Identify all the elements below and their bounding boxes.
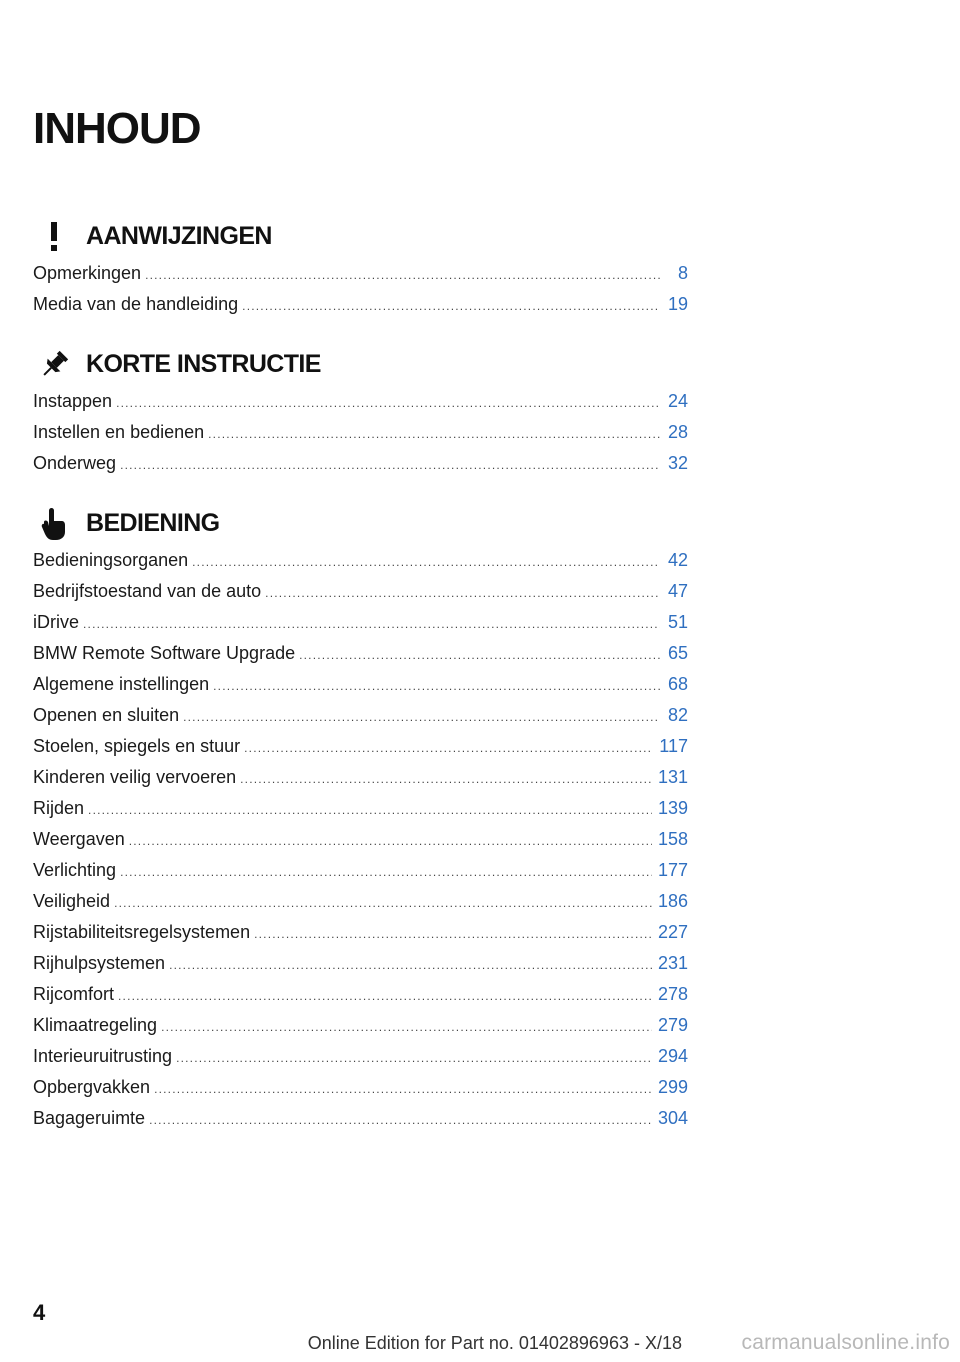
toc-page-link[interactable]: 279 xyxy=(657,1015,688,1035)
toc-entry-label: Opmerkingen xyxy=(33,263,142,283)
dot-leader xyxy=(208,419,660,450)
toc-page-link[interactable]: 186 xyxy=(657,891,688,911)
section-korte-instructie xyxy=(33,346,688,479)
toc-entry-label: Kinderen veilig vervoeren xyxy=(33,767,237,787)
toc-entry-label: Openen en sluiten xyxy=(33,705,180,725)
toc-page-link[interactable]: 177 xyxy=(657,860,688,880)
footer-edition-text: Online Edition for Part no. 01402896963 - X/18 xyxy=(307,1333,682,1353)
toc-entry-opmerkingen[interactable] xyxy=(33,258,688,289)
dot-leader xyxy=(183,702,660,733)
toc-list xyxy=(33,545,688,1134)
toc-list xyxy=(33,258,688,320)
dot-leader xyxy=(88,795,652,826)
page-title: INHOUD xyxy=(33,104,201,153)
toc-page-link[interactable]: 227 xyxy=(657,922,688,942)
dot-leader xyxy=(154,1074,652,1105)
toc-entry-label: Algemene instellingen xyxy=(33,674,210,694)
section-title: BEDIENING xyxy=(86,509,220,537)
toc-entry-label: Rijcomfort xyxy=(33,984,115,1004)
toc-page-link[interactable]: 82 xyxy=(667,705,688,725)
toc-entry-klimaatregeling[interactable] xyxy=(33,1010,688,1041)
section-title: AANWIJZINGEN xyxy=(86,222,272,250)
toc-page-link[interactable]: 68 xyxy=(667,674,688,694)
exclamation-icon xyxy=(36,220,72,254)
section-header xyxy=(33,505,688,545)
dot-leader xyxy=(299,640,660,671)
pushpin-icon xyxy=(36,348,72,382)
dot-leader xyxy=(161,1012,652,1043)
toc-entry-label: iDrive xyxy=(33,612,80,632)
toc-entry-opbergvakken[interactable] xyxy=(33,1072,688,1103)
toc-page-link[interactable]: 299 xyxy=(657,1077,688,1097)
toc-page-link[interactable]: 139 xyxy=(657,798,688,818)
toc-entry-label: Rijhulpsystemen xyxy=(33,953,166,973)
toc-page-link[interactable]: 19 xyxy=(667,294,688,314)
toc-page-link[interactable]: 278 xyxy=(657,984,688,1004)
dot-leader xyxy=(192,547,660,578)
toc-entry-algemene-instellingen[interactable] xyxy=(33,669,688,700)
toc-entry-interieuruitrusting[interactable] xyxy=(33,1041,688,1072)
toc-entry-onderweg[interactable] xyxy=(33,448,688,479)
toc-entry-label: Interieuruitrusting xyxy=(33,1046,173,1066)
toc-entry-bmw-remote-software-upgrade[interactable] xyxy=(33,638,688,669)
toc-page-link[interactable]: 24 xyxy=(667,391,688,411)
toc-page-link[interactable]: 42 xyxy=(667,550,688,570)
dot-leader xyxy=(116,388,660,419)
toc-entry-bagageruimte[interactable] xyxy=(33,1103,688,1134)
watermark: carmanualsonline.info xyxy=(741,1331,950,1354)
dot-leader xyxy=(176,1043,652,1074)
toc-entry-label: Veiligheid xyxy=(33,891,111,911)
toc-entry-verlichting[interactable] xyxy=(33,855,688,886)
toc-page-link[interactable]: 28 xyxy=(667,422,688,442)
toc-entry-label: Verlichting xyxy=(33,860,117,880)
dot-leader xyxy=(120,450,660,481)
dot-leader xyxy=(118,981,652,1012)
toc-page-link[interactable]: 294 xyxy=(657,1046,688,1066)
toc-page-link[interactable]: 131 xyxy=(657,767,688,787)
toc-page-link[interactable]: 47 xyxy=(667,581,688,601)
dot-leader xyxy=(244,733,653,764)
toc-entry-label: BMW Remote Software Upgrade xyxy=(33,643,296,663)
toc-page-link[interactable]: 231 xyxy=(657,953,688,973)
toc-page-link[interactable]: 304 xyxy=(657,1108,688,1128)
section-title: KORTE INSTRUCTIE xyxy=(86,350,321,378)
toc-entry-instellen-en-bedienen[interactable] xyxy=(33,417,688,448)
toc-entry-rijden[interactable] xyxy=(33,793,688,824)
section-aanwijzingen xyxy=(33,218,688,320)
toc-list xyxy=(33,386,688,479)
toc-page-link[interactable]: 51 xyxy=(667,612,688,632)
dot-leader xyxy=(265,578,660,609)
toc-entry-label: Bedrijfstoestand van de auto xyxy=(33,581,262,601)
toc-page-link[interactable]: 8 xyxy=(677,263,688,283)
toc-entry-label: Instellen en bedienen xyxy=(33,422,205,442)
dot-leader xyxy=(240,764,652,795)
dot-leader xyxy=(149,1105,652,1136)
toc-page-link[interactable]: 65 xyxy=(667,643,688,663)
toc-entry-rijcomfort[interactable] xyxy=(33,979,688,1010)
toc-entry-rijstabiliteitsregelsystemen[interactable] xyxy=(33,917,688,948)
toc-entry-label: Bedieningsorganen xyxy=(33,550,189,570)
toc-entry-label: Rijstabiliteitsregelsystemen xyxy=(33,922,251,942)
toc-entry-label: Media van de handleiding xyxy=(33,294,239,314)
toc-entry-stoelen-spiegels-en-stuur[interactable] xyxy=(33,731,688,762)
toc-entry-label: Stoelen, spiegels en stuur xyxy=(33,736,241,756)
toc-entry-idrive[interactable] xyxy=(33,607,688,638)
toc-entry-bedrijfstoestand[interactable] xyxy=(33,576,688,607)
toc-entry-label: Weergaven xyxy=(33,829,125,849)
toc-entry-bedieningsorganen[interactable] xyxy=(33,545,688,576)
dot-leader xyxy=(169,950,652,981)
toc-entry-label: Opbergvakken xyxy=(33,1077,151,1097)
pointing-hand-icon xyxy=(36,507,72,541)
dot-leader xyxy=(114,888,652,919)
dot-leader xyxy=(120,857,652,888)
toc-entry-label: Onderweg xyxy=(33,453,117,473)
dot-leader xyxy=(254,919,652,950)
page-number: 4 xyxy=(33,1300,46,1325)
toc-entry-kinderen-veilig-vervoeren[interactable] xyxy=(33,762,688,793)
section-bediening xyxy=(33,505,688,1134)
toc-page-link[interactable]: 158 xyxy=(657,829,688,849)
dot-leader xyxy=(213,671,660,702)
toc-entry-weergaven[interactable] xyxy=(33,824,688,855)
toc-entry-label: Rijden xyxy=(33,798,85,818)
section-header xyxy=(33,346,688,386)
dot-leader xyxy=(242,291,660,322)
toc-entry-instappen[interactable] xyxy=(33,386,688,417)
toc-entry-label: Klimaatregeling xyxy=(33,1015,158,1035)
dot-leader xyxy=(83,609,660,640)
section-header xyxy=(33,218,688,258)
dot-leader xyxy=(129,826,652,857)
toc-entry-media-van-de-handleiding[interactable] xyxy=(33,289,688,320)
dot-leader xyxy=(145,260,660,291)
toc-entry-openen-en-sluiten[interactable] xyxy=(33,700,688,731)
toc-entry-rijhulpsystemen[interactable] xyxy=(33,948,688,979)
toc-entry-label: Bagageruimte xyxy=(33,1108,146,1128)
toc-page-link[interactable]: 117 xyxy=(659,736,688,756)
toc-entry-veiligheid[interactable] xyxy=(33,886,688,917)
toc-entry-label: Instappen xyxy=(33,391,113,411)
toc-page-link[interactable]: 32 xyxy=(667,453,688,473)
